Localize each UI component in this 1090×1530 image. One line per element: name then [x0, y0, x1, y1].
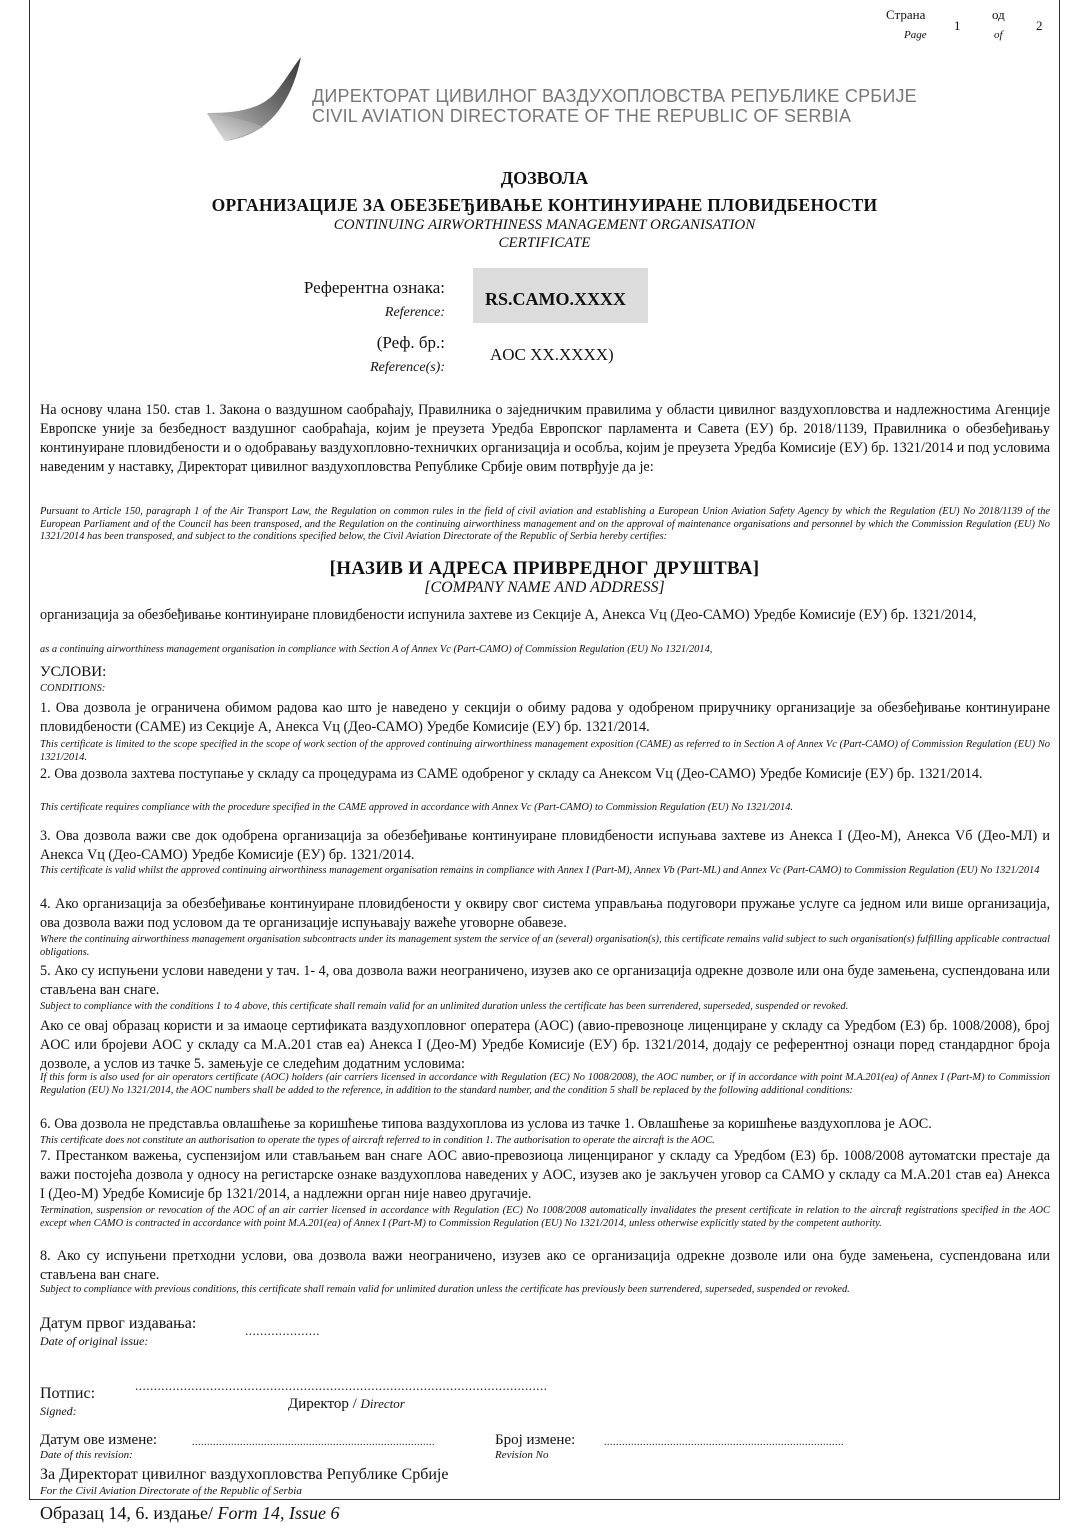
form-footer-bg: Образац 14, 6. издање/	[40, 1503, 213, 1523]
condition-1-bg: 1. Ова дозвола је ограничена обимом радова као што је наведено у секцији о обиму радова у одобреном приручнику организације за обезбеђивање континуиране пловидбености (CAME) из Секције А, Анекса Vц (Део-САМО) Уредбе Комисије (ЕУ) бр. 1321/2014.	[40, 700, 1050, 735]
page-label-bg: Страна	[886, 7, 926, 22]
title-permit: ДОЗВОЛА	[500, 168, 589, 188]
condition-2-en: This certificate requires compliance with the procedure specified in the CAME approved in accordance with Annex Vc (Part-CAMO) to Commission Regulation (EU) No 1321/2014.	[40, 802, 793, 813]
org-name-bg: ДИРЕКТОРАТ ЦИВИЛНОГ ВАЗДУХОПЛОВСТВА РЕПУБЛИКЕ СРБИЈЕ	[312, 86, 917, 106]
logo-icon	[205, 55, 305, 145]
condition-2-bg: 2. Ова дозвола захтева поступање у складу са процедурама из CAME одобреног у складу са Анексом Vц (Део-САМО) Уредбе Комисије (ЕУ) бр. 1321/2014.	[40, 766, 983, 782]
ref-number-value: AOC XX.XXXX)	[490, 345, 614, 364]
org-statement-bg: организација за обезбеђивање континуиране пловидбености испунила захтеве из Секције А, Анекса Vц (Део-САМО) Уредбе Комисије (ЕУ) бр. 1321/2014,	[40, 607, 977, 623]
reference-label-en: Reference:	[384, 305, 445, 320]
condition-6-bg: 6. Ова дозвола не представља овлашћење за коришћење типова ваздухоплова из услова из тачке 1. Овлашћење за коришћење ваздухоплова је AOC.	[40, 1116, 932, 1132]
condition-3-bg: 3. Ова дозвола важи све док одобрена организација за обезбеђивање континуиране пловидбености испуњава захтеве из Анекса I (Део-М), Анекса Vб (Део-МЛ) и Анекса Vц (Део-САМО) Уредбе Комисије (ЕУ) бр. 1321/2014.	[40, 828, 1050, 863]
org-name-en: CIVIL AVIATION DIRECTORATE OF THE REPUBLIC OF SERBIA	[312, 106, 852, 126]
condition-4-bg: 4. Ако организација за обезбеђивање континуиране пловидбености у оквиру свог система управљања подуговори пружање услуге са једном или више организација, ова дозвола важи под условом да те организације испуњавају важеће уговорне обавезе.	[40, 896, 1050, 931]
reference-value: RS.CAMO.XXXX	[485, 289, 626, 309]
date-issue-label-bg: Датум првог издавања:	[40, 1315, 197, 1332]
intro-bg: На основу члана 150. став 1. Закона о ваздушном саобраћају, Правилника о заједничким правилима у области цивилног ваздухопловства и надлежностима Агенције Европске уније за безбедност ваздушног саобраћаја, којим је преузета Уредба Европског парламента и Савета (ЕУ) бр. 2018/1139, Правилника о обезбеђивању континуиране пловидбености и о одобравању ваздухопловно-техничких организација и особља, којим је преузета Уредба Комисије (ЕУ) бр. 1321/2014 и под условима наведеним у наставку, Директорат цивилног ваздухопловства Републике Србије овим потврђује да је:	[40, 402, 1050, 475]
condition-4-en: Where the continuing airworthiness management organisation subcontracts under its management system the service of an (several) organisation(s), this certificate remains valid subject to such organisation(s) fulfilling applicable contractual obligations.	[40, 934, 1050, 958]
signed-label-en: Signed:	[40, 1404, 77, 1418]
title-organisation: ОРГАНИЗАЦИЈЕ ЗА ОБЕЗБЕЂИВАЊЕ КОНТИНУИРАНЕ ПЛОВИДБЕНОСТИ	[211, 195, 878, 215]
page-total: 2	[1036, 18, 1043, 33]
for-directorate-bg: За Директорат цивилног ваздухопловства Републике Србије	[40, 1466, 449, 1483]
conditions-heading-bg: УСЛОВИ:	[40, 664, 107, 680]
condition-7-en: Termination, suspension or revocation of the AOC of an air carrier licensed in accordance with Regulation (EC) No 1008/2008 automatically invalidates the present certificate in relation to the aircraft registrations specified in the AOC except when CAMO is contracted in accordance with point M.A.201(ea) of Annex I (Part-M) to Commission Regulation (EU) No 1321/2014, unless otherwise explicitly stated by the competent authority.	[40, 1205, 1050, 1229]
title-en-line1: CONTINUING AIRWORTHINESS MANAGEMENT ORGANISATION	[333, 217, 756, 233]
for-directorate-en: For the Civil Aviation Directorate of the Republic of Serbia	[40, 1485, 302, 1497]
title-en-line2: CERTIFICATE	[498, 235, 591, 251]
signed-label-bg: Потпис:	[40, 1385, 96, 1402]
org-statement-en: as a continuing airworthiness management organisation in compliance with Section A of Annex Vc (Part-CAMO) of Commission Regulation (EU) No 1321/2014,	[40, 644, 713, 655]
condition-5-en: Subject to compliance with the conditions 1 to 4 above, this certificate shall remain valid for an unlimited duration unless the certificate has been surrendered, superseded, suspended or revoked.	[40, 1001, 849, 1012]
conditions-heading-en: CONDITIONS:	[40, 683, 106, 694]
condition-3-en: This certificate is valid whilst the approved continuing airworthiness management organisation remains in compliance with Annex I (Part-M), Annex Vb (Part-ML) and Annex Vc (Part-CAMO) to Commission Regulation (EU) No 1321/2014	[40, 865, 1040, 876]
condition-1-en: This certificate is limited to the scope specified in the scope of work section of the approved continuing airworthiness management exposition (CAME) as referred to in Section A of Annex Vc (Part-CAMO) of Commission Regulation (EU) No 1321/2014.	[40, 739, 1050, 763]
director-label-en: Director	[360, 1396, 405, 1411]
reference-label-bg: Референтна ознака:	[303, 278, 445, 297]
revision-date-field[interactable]: .................................................................................	[192, 1437, 435, 1448]
signature-line[interactable]: ..............................................................................................................	[135, 1378, 548, 1393]
page-current: 1	[954, 18, 961, 33]
revision-no-label-bg: Број измене:	[495, 1432, 576, 1448]
condition-6-en: This certificate does not constitute an authorisation to operate the types of aircraft referred to in condition 1. The authorisation to operate the aircraft is the AOC.	[40, 1135, 715, 1146]
condition-7-bg: 7. Престанком важења, суспензијом или стављањем ван снаге AOC авио-превозиоца лиценцираног у складу са Уредбом (ЕЗ) бр. 1008/2008 аутоматски престаје да важи постојећа дозвола у односу на регистарске ознаке ваздухоплова наведених у AOC, изузев ако је закључен уговор са CAMO у складу са М.А.201 став еа) Анекса I (Део-М) Уредбе Комисије бр 1321/2014, а надлежни орган није навео другачије.	[40, 1148, 1050, 1202]
page-of-bg: од	[992, 7, 1005, 22]
condition-8-en: Subject to compliance with previous conditions, this certificate shall remain valid for unlimited duration unless the certificate has previously been surrendered, superseded, suspended or revoked.	[40, 1284, 850, 1295]
revision-no-label-en: Revision No	[495, 1449, 549, 1461]
director-label	[288, 1396, 405, 1413]
page-of-en: of	[994, 29, 1003, 41]
date-issue-field[interactable]: ....................	[245, 1323, 320, 1338]
revision-date-label-en: Date of this revision:	[40, 1449, 133, 1461]
company-name-en: [COMPANY NAME AND ADDRESS]	[424, 579, 665, 596]
date-issue-label-en: Date of original issue:	[40, 1334, 149, 1348]
aoc-note-en: If this form is also used for air operators certificate (AOC) holders (air carriers licensed in accordance with Regulation (EC) No 1008/2008), the AOC number, or if in accordance with point M.A.201(ea) of Annex I (Part-M) to Commission Regulation (EU) No 1321/2014, the AOC numbers shall be added to the reference, in addition to the standard number, and the condition 5 shall be replaced by the following additional conditions:	[40, 1072, 1050, 1096]
revision-no-field[interactable]: ................................................................................	[604, 1437, 844, 1448]
intro-en: Pursuant to Article 150, paragraph 1 of the Air Transport Law, the Regulation on common rules in the field of civil aviation and establishing a European Union Aviation Safety Agency by which the Regulation (EU) No 2018/1139 of the European Parliament and of the Council has been transposed, and the Regulation on the continuing airworthiness management and on the approval of maintenance organisations and personnel by which the Commission Regulation (EU) No 1321/2014 has been transposed, and subject to the conditions specified below, the Civil Aviation Directorate of the Republic of Serbia hereby certifies:	[40, 506, 1050, 542]
ref-number-label-en: Reference(s):	[370, 360, 445, 375]
page-label-en: Page	[904, 29, 927, 41]
condition-5-bg: 5. Ако су испуњени услови наведени у тач. 1- 4, ова дозвола важи неограничено, изузев ако се организација одрекне дозволе или она буде замењена, суспендована или стављена ван снаге.	[40, 963, 1050, 998]
form-footer-en: Form 14, Issue 6	[217, 1503, 340, 1523]
condition-8-bg: 8. Ако су испуњени претходни услови, ова дозвола важи неограничено, изузев ако се организација одрекне дозволе или она буде замењена, суспендована или стављена ван снаге.	[40, 1248, 1050, 1283]
revision-date-label-bg: Датум ове измене:	[40, 1432, 158, 1448]
ref-number-label-bg: (Реф. бр.:	[376, 333, 445, 352]
company-name-bg: [НАЗИВ И АДРЕСА ПРИВРЕДНОГ ДРУШТВА]	[329, 558, 760, 579]
director-label-bg: Директор /	[288, 1396, 357, 1412]
aoc-note-bg: Ако се овај образац користи и за имаоце сертификата ваздухопловног оператера (AOC) (авио-превозноце лиценциране у складу са Уредбом (ЕЗ) бр. 1008/2008), број AOC или бројеви AOC у складу са М.А.201 став еа) Анекса I (Део-М) Уредбе Комисије (ЕУ) бр. 1321/2014, додају се референтној ознаци поред стандардног броја дозволе, а услов из тачке 5. замењује се следећим додатним условима:	[40, 1018, 1050, 1072]
form-footer	[40, 1503, 339, 1524]
